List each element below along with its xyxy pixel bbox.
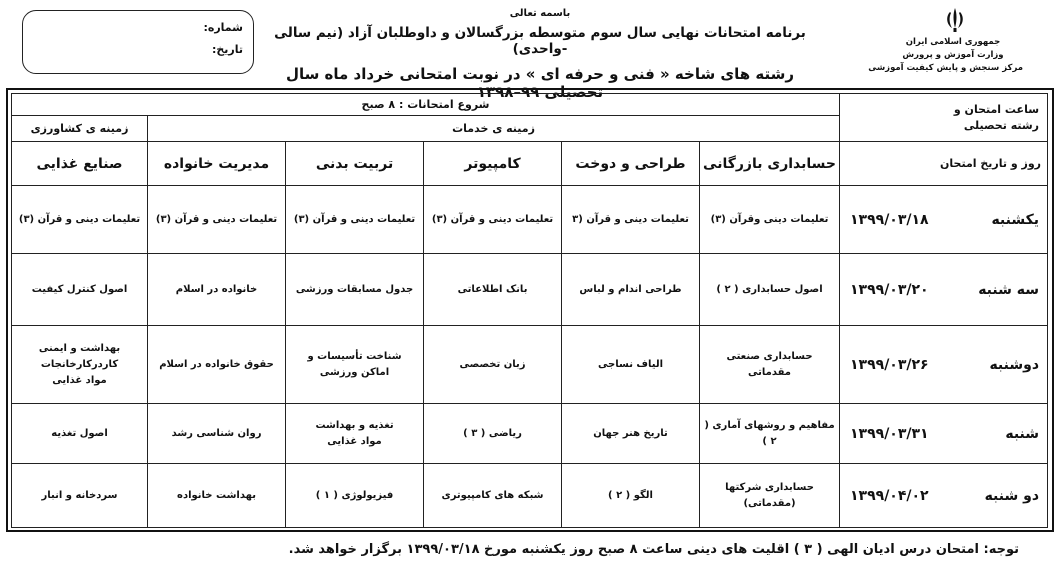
- corner-label-1: ساعت امتحان و: [953, 102, 1040, 116]
- exam-cell: طراحی اندام و لباس: [562, 254, 700, 326]
- exam-cell: تعلیمات دینی و قرآن (۳): [286, 186, 424, 254]
- exam-cell: تعلیمات دینی و قرآن (۳: [562, 186, 700, 254]
- exam-cell: تاریخ هنر جهان: [562, 404, 700, 464]
- day-date-header: روز و تاریخ امتحان: [840, 142, 1048, 186]
- exam-cell: ریاضی ( ۳ ): [424, 404, 562, 464]
- column-header: صنایع غذایی: [12, 142, 148, 186]
- column-header: حسابداری بازرگانی: [700, 142, 840, 186]
- exam-cell: حقوق خانواده در اسلام: [148, 326, 286, 404]
- footnote: توجه: امتحان درس ادیان الهی ( ۳ ) اقلیت های دینی ساعت ۸ صبح روز یکشنبه مورخ ۱۳۹۹/۰۳/۱۸ برگزار خواهد شد.: [288, 542, 1019, 557]
- exam-cell: اصول کنترل کیفیت: [12, 254, 148, 326]
- table-row: [12, 404, 1048, 464]
- exam-cell: جدول مسابقات ورزشی: [286, 254, 424, 326]
- row-day: سه شنبه: [978, 281, 1040, 298]
- row-day: دو شنبه: [984, 487, 1040, 504]
- schedule-frame: [6, 88, 1054, 532]
- row-date: ۱۳۹۹/۰۳/۲۶: [850, 356, 929, 373]
- exam-cell: اصول حسابداری ( ۲ ): [700, 254, 840, 326]
- org-line-3: مرکز سنجش و پایش کیفیت آموزشی: [868, 63, 1023, 73]
- exam-cell: تعلیمات دینی و قرآن (۳): [424, 186, 562, 254]
- exam-cell: بانک اطلاعاتی: [424, 254, 562, 326]
- column-header: مدیریت خانواده: [148, 142, 286, 186]
- org-line-2: وزارت آموزش و پرورش: [902, 50, 1004, 60]
- exam-cell: تعلیمات دینی و قرآن (۳): [12, 186, 148, 254]
- number-label: شماره:: [203, 21, 243, 34]
- exam-cell: شناخت تأسیسات و اماکن ورزشی: [286, 326, 424, 404]
- table-row: [12, 186, 1048, 254]
- exam-cell: تعلیمات دینی و قرآن (۳): [148, 186, 286, 254]
- row-day-date: [840, 186, 1048, 254]
- row-day-date: [840, 464, 1048, 528]
- exam-cell: خانواده در اسلام: [148, 254, 286, 326]
- exam-cell: حسابداری صنعتی مقدماتی: [700, 326, 840, 404]
- row-day: یکشنبه: [991, 211, 1040, 228]
- exam-cell: روان شناسی رشد: [148, 404, 286, 464]
- number-date-box: [22, 10, 254, 74]
- exam-cell: الیاف نساجی: [562, 326, 700, 404]
- zone-services: زمینه ی خدمات: [148, 116, 840, 142]
- exam-cell: بهداشت و ایمنی کاردرکارخانجات مواد غذایی: [12, 326, 148, 404]
- date-label: تاریخ:: [211, 43, 243, 56]
- row-date: ۱۳۹۹/۰۳/۱۸: [850, 211, 929, 228]
- exam-cell: تغذیه و بهداشت مواد غذایی: [286, 404, 424, 464]
- exam-schedule-table: [11, 93, 1048, 528]
- basmala: باسمه تعالی: [509, 8, 571, 19]
- table-row: [12, 254, 1048, 326]
- exam-cell: شبکه های کامپیوتری: [424, 464, 562, 528]
- exam-cell: فیزیولوژی ( ۱ ): [286, 464, 424, 528]
- exam-cell: سردخانه و انبار: [12, 464, 148, 528]
- zone-agriculture: زمینه ی کشاورزی: [12, 116, 148, 142]
- row-day-date: [840, 326, 1048, 404]
- row-day-date: [840, 254, 1048, 326]
- exam-cell: مفاهیم و روشهای آماری ( ۲ ): [700, 404, 840, 464]
- corner-top-cell: [840, 94, 1048, 142]
- corner-label-2: رشته تحصیلی: [963, 118, 1040, 132]
- exam-cell: زبان تخصصی: [424, 326, 562, 404]
- iran-emblem-icon: [941, 6, 969, 34]
- column-header: طراحی و دوخت: [562, 142, 700, 186]
- exam-cell: بهداشت خانواده: [148, 464, 286, 528]
- column-header: کامپیوتر: [424, 142, 562, 186]
- org-line-1: جمهوری اسلامی ایران: [905, 37, 1001, 47]
- exam-cell: الگو ( ۲ ): [562, 464, 700, 528]
- row-date: ۱۳۹۹/۰۳/۲۰: [850, 281, 929, 298]
- exam-cell: تعلیمات دینی وقرآن (۳): [700, 186, 840, 254]
- row-day: دوشنبه: [989, 356, 1040, 373]
- table-row: [12, 464, 1048, 528]
- organization-block: [868, 36, 1023, 75]
- column-header: تربیت بدنی: [286, 142, 424, 186]
- title-line-1: برنامه امتحانات نهایی سال سوم متوسطه بزرگسالان و داوطلبان آزاد (نیم سالی -واحدی): [274, 25, 806, 57]
- exam-cell: حسابداری شرکتها (مقدماتی): [700, 464, 840, 528]
- exam-cell: اصول تغذیه: [12, 404, 148, 464]
- row-day-date: [840, 404, 1048, 464]
- table-row: [12, 326, 1048, 404]
- title-line-2: رشته های شاخه « فنی و حرفه ای » در نوبت امتحانی خرداد ماه سال تحصیلی ۹۹–۱۳۹۸: [285, 65, 795, 101]
- row-day: شنبه: [1005, 425, 1040, 442]
- row-date: ۱۳۹۹/۰۴/۰۲: [850, 487, 929, 504]
- start-time: شروع امتحانات : ۸ صبح: [12, 94, 840, 116]
- row-date: ۱۳۹۹/۰۳/۳۱: [850, 425, 929, 442]
